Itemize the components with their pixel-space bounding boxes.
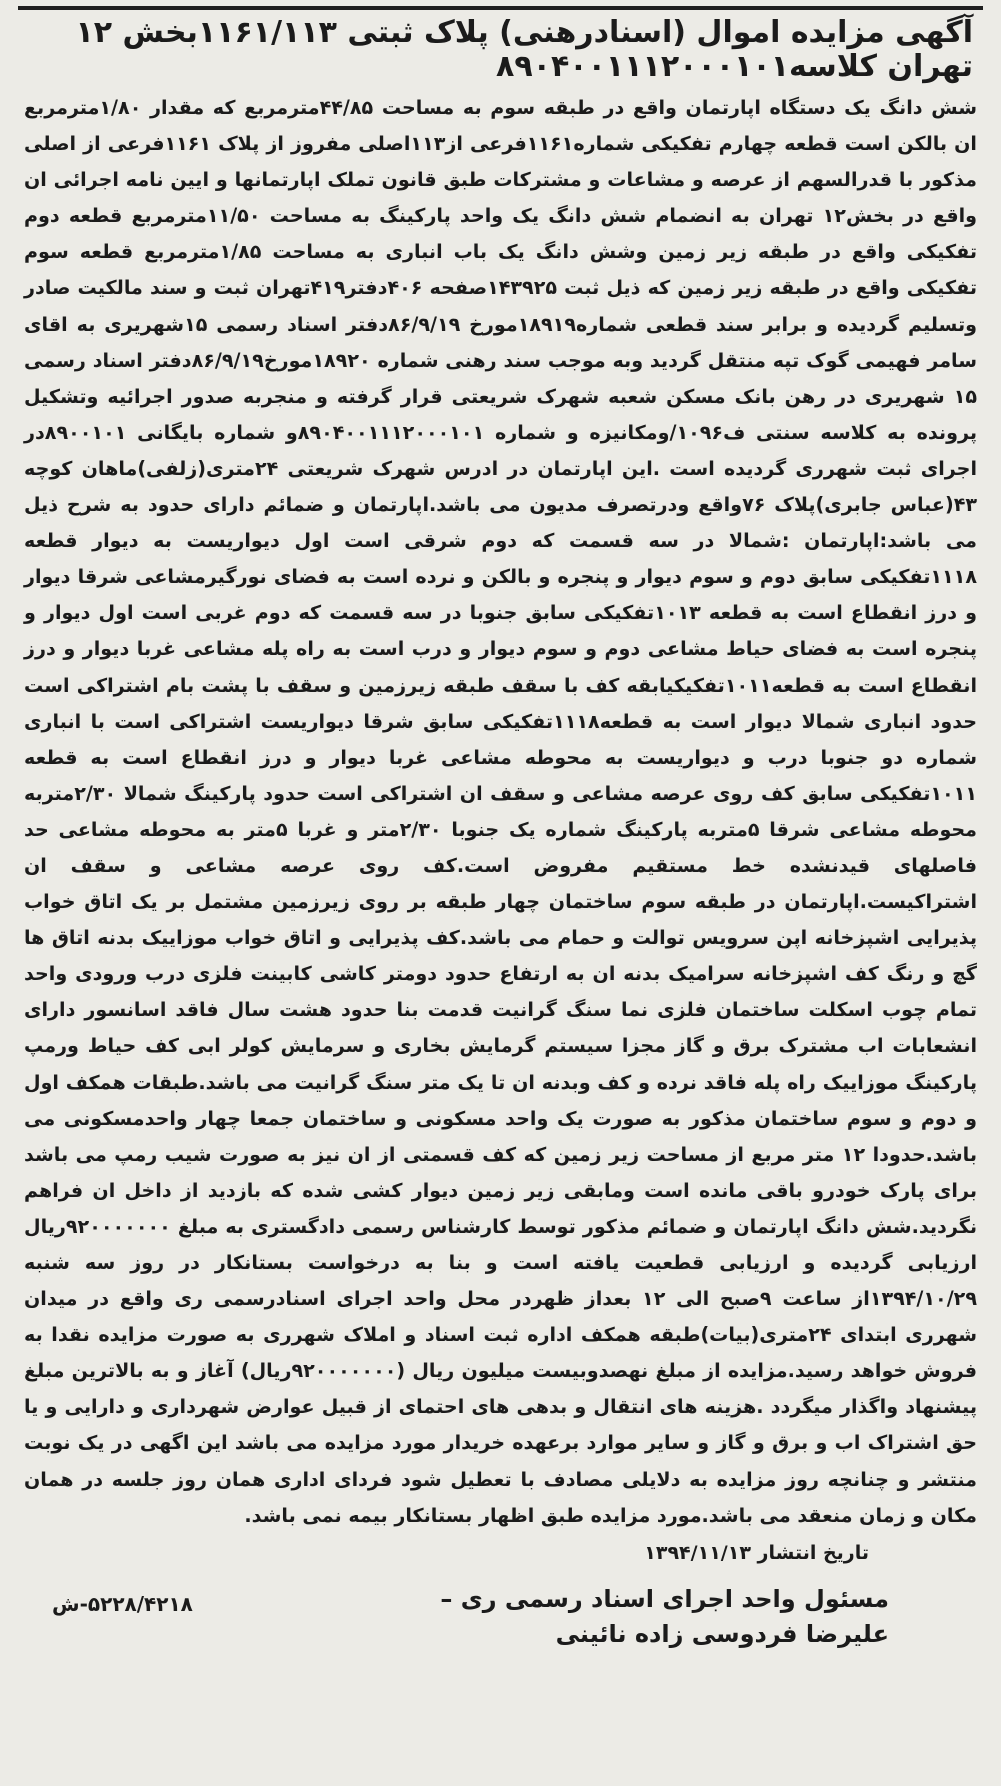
notice-title: آگهی مزایده اموال (اسنادرهنی) پلاک ثبتی ۱۱۶۱/۱۱۳بخش ۱۲ تهران کلاسه۸۹۰۴۰۰۱۱۱۲۰۰۰۱۰۱ — [75, 15, 973, 84]
signer-block — [440, 1582, 889, 1652]
signer-name: علیرضا فردوسی زاده نائینی — [555, 1619, 889, 1648]
top-rule — [18, 6, 983, 10]
notice-code: ۵۲۲۸/۴۲۱۸-ش — [52, 1591, 193, 1616]
signer-title: مسئول واحد اجرای اسناد رسمی ری – — [440, 1584, 889, 1613]
notice-body: شش دانگ یک دستگاه اپارتمان واقع در طبقه سوم به مساحت ۴۴/۸۵مترمربع که مقدار ۱/۸۰مترمربع ان بالکن است قطعه چهارم تفکیکی شماره۱۱۶۱فرعی از۱۱۳اصلی مفروز از پلاک ۱۱۶۱فرعی از اصلی مذکور با قدرالسهم از عرصه و مشاعات و مشترکات طبق قانون تملک اپارتمانها و ایین نامه اجرائی ان واقع در بخش۱۲ تهران به انضمام شش دانگ یک واحد پارکینگ به مساحت ۱۱/۵۰مترمربع قطعه دوم تفکیکی واقع در طبقه زیر زمین وشش دانگ یک باب انباری به مساحت ۱/۸۵مترمربع قطعه سوم تفکیکی واقع در طبقه زیر زمین که ذیل ثبت ۱۴۳۹۲۵صفحه ۴۰۶دفتر۴۱۹تهران ثبت و سند مالکیت صادر وتسلیم گردیده و برابر سند قطعی شماره۱۸۹۱۹مورخ ۸۶/۹/۱۹دفتر اسناد رسمی ۱۵شهریری به اقای سامر فهیمی گوک تپه منتقل گردید وبه موجب سند رهنی شماره ۱۸۹۲۰مورخ۸۶/۹/۱۹دفتر اسناد رسمی ۱۵ شهریری در رهن بانک مسکن شعبه شهرک شریعتی قرار گرفته و منجربه صدور اجرائیه وتشکیل پرونده به کلاسه سنتی ف۱۰۹۶/ومکانیزه و شماره ۸۹۰۴۰۰۱۱۱۲۰۰۰۱۰۱و شماره بایگانی ۸۹۰۰۱۰۱در اجرای ثبت شهرری گردیده است .این اپارتمان در ادرس شهرک شریعتی ۲۴متری(زلفی)ماهان کوچه ۴۳(عباس جابری)پلاک ۷۶واقع ودرتصرف مدیون می باشد.اپارتمان و ضمائم دارای حدود به شرح ذیل می باشد:اپارتمان :شمالا در سه قسمت که دوم شرقی است اول دیواریست به دیوار قطعه ۱۱۱۸تفکیکی سابق دوم و سوم دیوار و پنجره و بالکن و نرده است به فضای نورگیرمشاعی شرقا دیوار و درز انقطاع است به قطعه ۱۰۱۳تفکیکی سابق جنوبا در سه قسمت که دوم غربی است اول دیوار و پنجره است به فضای حیاط مشاعی دوم و سوم دیوار و درب است به راه پله مشاعی غربا دیوار و درز انقطاع است به قطعه۱۰۱۱تفکیکیابقه کف با سقف طبقه زیرزمین و سقف با پشت بام اشتراکی است حدود انباری شمالا دیوار است به قطعه۱۱۱۸تفکیکی سابق شرقا دیواریست اشتراکی است با انباری شماره دو جنوبا درب و دیواریست به محوطه مشاعی غربا دیوار و درز انقطاع است به قطعه ۱۰۱۱تفکیکی سابق کف روی عرصه مشاعی و سقف ان اشتراکی است حدود پارکینگ شمالا ۲/۳۰متربه محوطه مشاعی شرقا ۵متربه پارکینگ شماره یک جنوبا ۲/۳۰متر و غربا ۵متر به محوطه مشاعی حد فاصلهای قیدنشده خط مستقیم مفروض است.کف روی عرصه مشاعی و سقف ان اشتراکیست.اپارتمان در طبقه سوم ساختمان چهار طبقه بر روی زیرزمین مشتمل بر یک اتاق خواب پذیرایی اشپزخانه اپن سرویس توالت و حمام می باشد.کف پذیرایی و اتاق خواب موزاییک بدنه اتاق ها گچ و رنگ کف اشپزخانه سرامیک بدنه ان به ارتفاع حدود دومتر کاشی کابینت فلزی درب ورودی واحد تمام چوب اسکلت ساختمان فلزی نما سنگ گرانیت قدمت بنا حدود هشت سال فاقد اسانسور دارای انشعابات اب مشترک برق و گاز مجزا سیستم گرمایش بخاری و سرمایش کولر ابی کف حیاط ورمپ پارکینگ موزاییک راه پله فاقد نرده و کف وبدنه ان تا یک متر سنگ گرانیت می باشد.طبقات همکف اول و دوم و سوم ساختمان مذکور به صورت یک واحد مسکونی و ساختمان جمعا چهار واحدمسکونی می باشد.حدودا ۱۲ متر مربع از مساحت زیر زمین که کف قسمتی از ان نیز به صورت شیب رمپ می باشد برای پارک خودرو باقی مانده است ومابقی زیر زمین دیوار کشی شده که بازدید از داخل ان فراهم نگردید.شش دانگ اپارتمان و ضمائم مذکور توسط کارشناس رسمی دادگستری به مبلغ ۹۲۰۰۰۰۰۰۰ریال ارزیابی گردیده و ارزیابی قطعیت یافته است و بنا به درخواست بستانکار در روز سه شنبه ۱۳۹۴/۱۰/۲۹از ساعت ۹صبح الی ۱۲ بعداز ظهردر محل واحد اجرای اسنادرسمی ری واقع در میدان شهرری ابتدای ۲۴متری(بیات)طبقه همکف اداره ثبت اسناد و املاک شهرری به صورت مزایده نقدا به فروش خواهد رسید.مزایده از مبلغ نهصدوبیست میلیون ریال (۹۲۰۰۰۰۰۰۰ریال) آغاز و به بالاترین مبلغ پیشنهاد واگذار میگردد .هزینه های انتقال و بدهی های احتمای از قبیل عوارض شهرداری و دارایی و یا حق اشتراک اب و برق و گاز و سایر موارد برعهده خریدار مورد مزایده می باشد این اگهی در یک نوبت منتشر و چنانچه روز مزایده به دلایلی مصادف با تعطیل شود فردای اداری همان روز جلسه در همان مکان و زمان منعقد می باشد.مورد مزایده طبق اظهار بستانکار بیمه نمی باشد. — [24, 96, 978, 1527]
publish-date: تاریخ انتشار ۱۳۹۴/۱۱/۱۳ — [644, 1541, 869, 1564]
notice-footer — [22, 1542, 979, 1672]
watermark-stamp — [238, 624, 722, 1015]
